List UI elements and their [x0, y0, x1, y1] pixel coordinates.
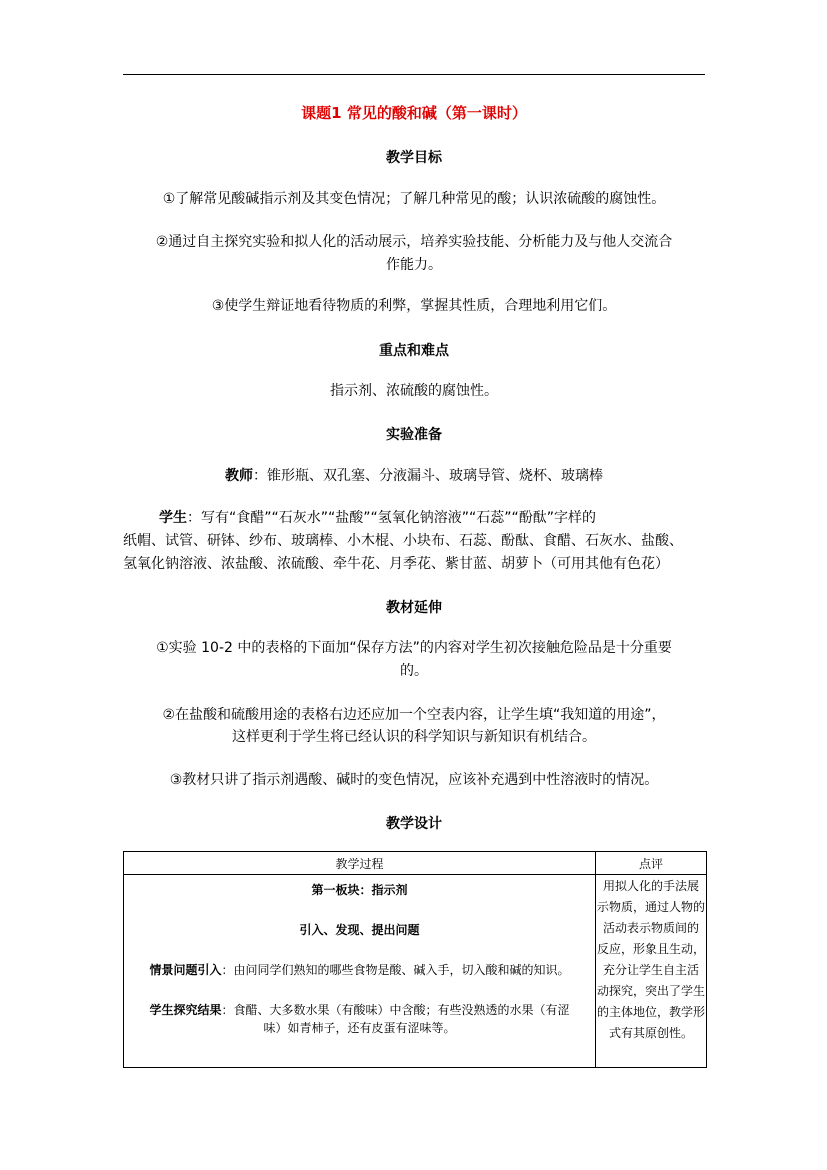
preparation-heading: 实验准备 — [386, 427, 442, 443]
extension-1-cont: 的。 — [400, 663, 428, 679]
student-materials-line3: 氢氧化钠溶液、浓盐酸、浓硫酸、牵牛花、月季花、紫甘蓝、胡萝卜（可用其他有色花） — [123, 556, 669, 572]
teaching-design-table — [123, 851, 707, 1068]
result-line-1 — [124, 1001, 595, 1019]
key-points-heading: 重点和难点 — [379, 343, 449, 359]
col-header-comment: 点评 — [596, 852, 707, 875]
col-header-process: 教学过程 — [124, 852, 596, 875]
page-title: 课题1 常见的酸和碱（第一课时） — [301, 104, 527, 122]
table-header-row — [124, 852, 707, 875]
intro-line — [124, 961, 595, 979]
extension-3: ③教材只讲了指示剂遇酸、碱时的变色情况，应该补充遇到中性溶液时的情况。 — [169, 772, 659, 788]
block-subtitle: 引入、发现、提出问题 — [299, 923, 420, 937]
comment-line: 的主体地位，教学形 — [596, 1005, 705, 1019]
extension-1: ①实验 10-2 中的表格的下面加“保存方法”的内容对学生初次接触危险品是十分重要 — [156, 640, 672, 656]
comment-cell — [596, 875, 707, 1068]
key-points-text: 指示剂、浓硫酸的腐蚀性。 — [330, 383, 498, 399]
extension-2-cont: 这样更利于学生将已经认识的科学知识与新知识有机结合。 — [232, 729, 596, 745]
teacher-label: 教师 — [225, 468, 253, 484]
comment-line: 示物质，通过人物的 — [596, 900, 705, 914]
student-label: 学生 — [159, 510, 187, 526]
result-line-2: 味）如青柿子，还有皮蛋有涩味等。 — [263, 1021, 456, 1035]
intro-label: 情景问题引入 — [149, 963, 222, 977]
comment-line: 用拟人化的手法展 — [602, 879, 699, 893]
result-text-1: ：食醋、大多数水果（有酸味）中含酸；有些没熟透的水果（有涩 — [221, 1003, 570, 1017]
header-rule — [123, 74, 705, 75]
comment-line: 反应，形象且生动， — [596, 942, 705, 956]
student-materials-line2: 纸帽、试管、研钵、纱布、玻璃棒、小木棍、小块布、石蕊、酚酞、食醋、石灰水、盐酸、 — [123, 533, 683, 549]
intro-text: ：由问同学们熟知的哪些食物是酸、碱入手，切入酸和碱的知识。 — [221, 963, 570, 977]
block-title: 第一板块：指示剂 — [311, 883, 408, 897]
student-text-1: ：写有“食醋”“石灰水”“盐酸”“氢氧化钠溶液”“石蕊”“酚酞”字样的 — [187, 510, 597, 526]
objective-2-cont: 作能力。 — [386, 257, 442, 273]
comment-line: 动探究，突出了学生 — [596, 984, 705, 998]
objectives-heading: 教学目标 — [386, 150, 442, 166]
objective-3: ③使学生辩证地看待物质的利弊，掌握其性质，合理地利用它们。 — [211, 298, 617, 314]
result-label: 学生探究结果 — [149, 1003, 222, 1017]
teacher-text: ：锥形瓶、双孔塞、分液漏斗、玻璃导管、烧杯、玻璃棒 — [253, 468, 603, 484]
objective-2: ②通过自主探究实验和拟人化的活动展示，培养实验技能、分析能力及与他人交流合 — [155, 234, 673, 250]
design-heading: 教学设计 — [386, 816, 442, 832]
table-row — [124, 875, 707, 1068]
process-cell — [124, 875, 596, 1068]
teacher-materials — [123, 465, 705, 487]
comment-line: 充分让学生自主活 — [602, 963, 699, 977]
extension-heading: 教材延伸 — [386, 600, 442, 616]
extension-2: ②在盐酸和硫酸用途的表格右边还应加一个空表内容，让学生填“我知道的用途”， — [162, 707, 666, 723]
comment-line: 活动表示物质间的 — [602, 921, 699, 935]
comment-line: 式有其原创性。 — [608, 1026, 693, 1040]
objective-1: ①了解常见酸碱指示剂及其变色情况；了解几种常见的酸；认识浓硫酸的腐蚀性。 — [162, 191, 666, 207]
student-materials-line1 — [123, 507, 705, 529]
